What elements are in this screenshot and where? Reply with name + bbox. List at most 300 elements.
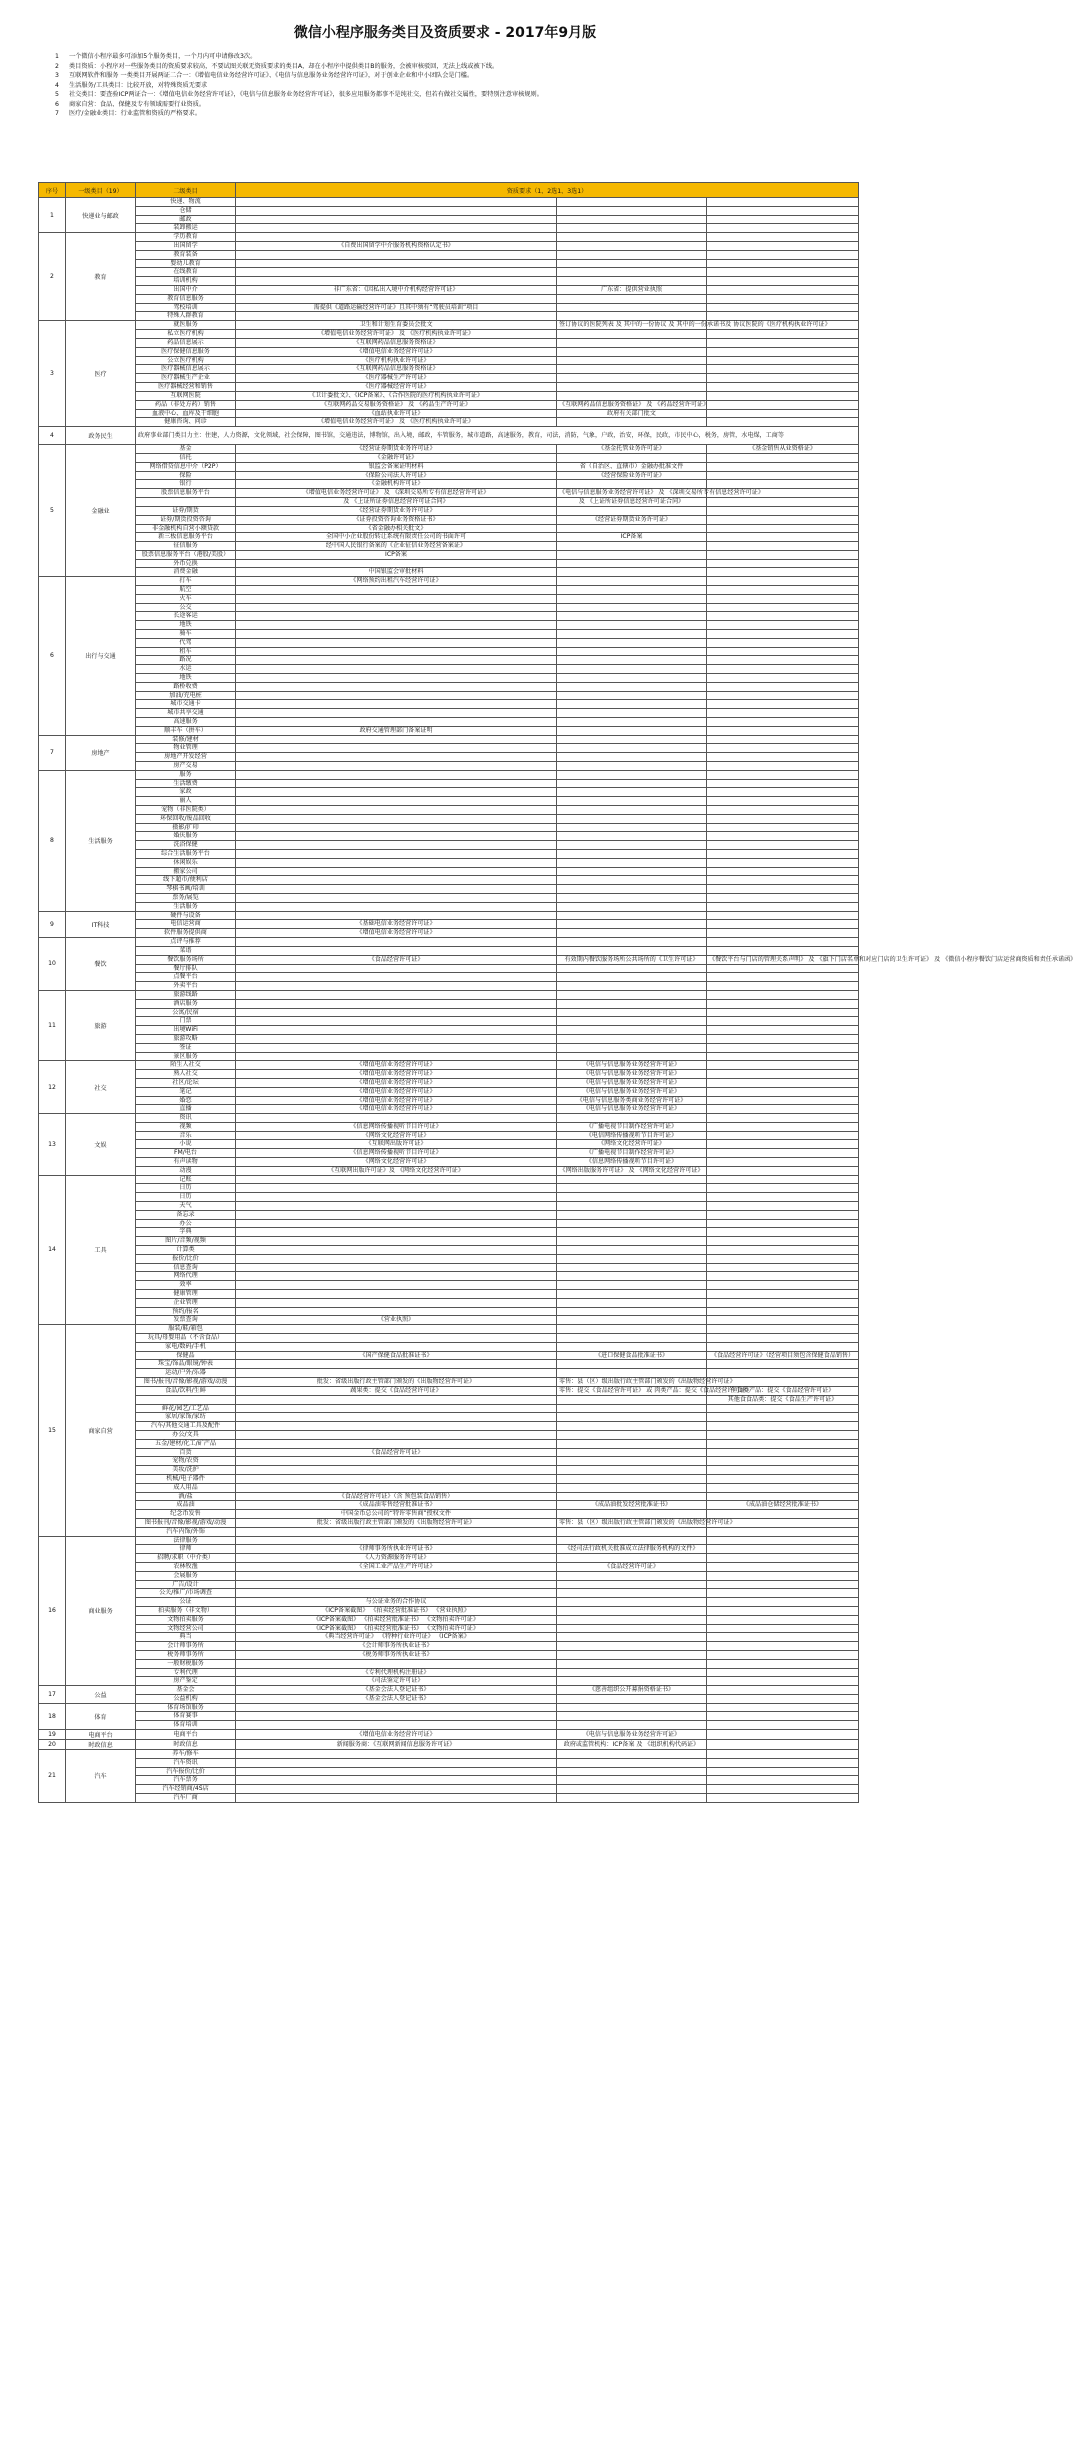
table-row [39, 330, 859, 339]
requirement-cell: 《证券投资咨询业务资格证书》 [236, 515, 557, 524]
requirement-cell [557, 1052, 707, 1061]
table-row [39, 224, 859, 233]
category-number: 3 [39, 321, 66, 427]
requirement-cell [557, 937, 707, 946]
table-row [39, 1413, 859, 1422]
note-item [55, 71, 855, 81]
subcategory-name: 就医服务 [136, 321, 236, 330]
requirement-cell [236, 832, 557, 841]
requirement-cell: 《保险公司法人许可证》 [236, 471, 557, 480]
subcategory-name: 机械/电子器件 [136, 1474, 236, 1483]
requirement-cell [707, 1263, 859, 1272]
requirement-cell: 《广播电视节目制作经营许可证》 [557, 1149, 707, 1158]
requirement-cell: 《ICP备案截图》 《拍卖经营批准证书》 《文物拍卖许可证》 [236, 1615, 557, 1624]
requirement-cell [707, 400, 859, 409]
requirement-cell [557, 382, 707, 391]
requirement-cell [557, 621, 707, 630]
requirement-cell [707, 990, 859, 999]
requirement-cell [557, 814, 707, 823]
requirement-cell [707, 726, 859, 735]
category-name: 快递业与邮政 [66, 198, 136, 233]
requirement-cell [707, 1694, 859, 1703]
requirement-cell [236, 586, 557, 595]
requirement-cell [557, 1430, 707, 1439]
table-row [39, 400, 859, 409]
requirement-cell [557, 1210, 707, 1219]
subcategory-name: 摄影/扩印 [136, 823, 236, 832]
requirement-cell: 《广播电视节目制作经营许可证》 [557, 1122, 707, 1131]
requirement-cell: 《食品经营许可证》 [236, 1448, 557, 1457]
requirement-cell [236, 1776, 557, 1785]
requirement-cell [707, 453, 859, 462]
requirement-cell: 《增值电信业务经营许可证》 [236, 929, 557, 938]
subcategory-name: 软件服务提供商 [136, 929, 236, 938]
subcategory-name: 公证 [136, 1598, 236, 1607]
requirement-cell [707, 462, 859, 471]
requirement-cell [557, 1536, 707, 1545]
requirement-cell [707, 814, 859, 823]
requirement-cell [557, 1642, 707, 1651]
subcategory-name: 字典 [136, 1228, 236, 1237]
requirement-cell [707, 471, 859, 480]
subcategory-name: 办公 [136, 1219, 236, 1228]
requirement-cell [557, 779, 707, 788]
requirement-cell [707, 1342, 859, 1351]
requirement-cell [557, 277, 707, 286]
requirement-cell [236, 814, 557, 823]
subcategory-name: 房产鉴定 [136, 1677, 236, 1686]
requirement-cell [707, 365, 859, 374]
subcategory-name: 长途客运 [136, 612, 236, 621]
subcategory-name: 电信运营商 [136, 920, 236, 929]
category-number: 4 [39, 427, 66, 445]
subcategory-name: 成人用品 [136, 1483, 236, 1492]
subcategory-name: 有声读物 [136, 1158, 236, 1167]
requirement-cell [236, 1430, 557, 1439]
subcategory-name: 药品（非处方药）销售 [136, 400, 236, 409]
requirement-cell [236, 294, 557, 303]
requirement-cell [707, 330, 859, 339]
table-row [39, 1061, 859, 1070]
requirement-cell: 《增值电信业务经营许可证》 及 《医疗机构执业许可证》 [236, 330, 557, 339]
requirement-cell [557, 233, 707, 242]
requirement-cell [707, 594, 859, 603]
subcategory-name: 出国留学 [136, 241, 236, 250]
requirement-cell [707, 1536, 859, 1545]
table-row [39, 259, 859, 268]
table-row [39, 1448, 859, 1457]
requirement-cell: 《金融机构许可证》 [236, 480, 557, 489]
requirement-cell [707, 586, 859, 595]
requirement-cell [236, 1360, 557, 1369]
requirement-cell: 《电信与信息服务业务经营许可证》 及 《深圳交易所专有信息经营许可证》 [557, 489, 707, 498]
requirement-cell [557, 506, 707, 515]
subcategory-name: 外卖平台 [136, 982, 236, 991]
table-row [39, 206, 859, 215]
requirement-cell [557, 215, 707, 224]
table-row [39, 1008, 859, 1017]
requirement-cell [557, 259, 707, 268]
table-row [39, 1307, 859, 1316]
requirement-cell [236, 312, 557, 321]
subcategory-name: 路况 [136, 656, 236, 665]
requirement-cell [707, 1439, 859, 1448]
requirement-cell [707, 638, 859, 647]
table-row [39, 427, 859, 445]
requirement-cell [557, 542, 707, 551]
requirement-cell: 《税务师事务所执业证书》 [236, 1650, 557, 1659]
table-row [39, 312, 859, 321]
requirement-cell [707, 268, 859, 277]
requirement-cell [707, 1246, 859, 1255]
requirement-cell [707, 506, 859, 515]
requirement-cell [557, 964, 707, 973]
subcategory-name: 健康管理 [136, 1290, 236, 1299]
subcategory-name: 地铁 [136, 621, 236, 630]
subcategory-name: 旅游攻略 [136, 1034, 236, 1043]
requirement-cell [557, 832, 707, 841]
requirement-cell [707, 1017, 859, 1026]
header-cat2: 二级类目 [136, 183, 236, 198]
requirement-cell [707, 964, 859, 973]
subcategory-name: 房地产开发经营 [136, 753, 236, 762]
requirement-cell [557, 982, 707, 991]
requirement-cell [557, 1237, 707, 1246]
requirement-cell: 《基金销售从业资格证》 [707, 445, 859, 454]
requirement-cell [707, 885, 859, 894]
requirement-cell [707, 1571, 859, 1580]
table-row [39, 586, 859, 595]
requirement-cell: 批发：省级出版行政主管部门颁发的《出版物经营许可证》 [236, 1518, 557, 1527]
requirement-cell [557, 990, 707, 999]
subcategory-name: 丽人 [136, 797, 236, 806]
subcategory-name: 网络借贷信息中介（P2P） [136, 462, 236, 471]
table-row [39, 1070, 859, 1079]
requirement-cell [707, 303, 859, 312]
category-name: 旅游 [66, 990, 136, 1060]
requirement-cell [707, 198, 859, 207]
requirement-cell [236, 788, 557, 797]
category-name: IT科技 [66, 911, 136, 937]
requirement-cell [557, 876, 707, 885]
subcategory-name: 水运 [136, 665, 236, 674]
requirement-cell [557, 1794, 707, 1803]
requirement-cell [557, 1395, 707, 1404]
subcategory-name: 证券/期货 [136, 506, 236, 515]
subcategory-name: 火车 [136, 594, 236, 603]
requirement-cell [557, 1316, 707, 1325]
subcategory-name: 打车 [136, 577, 236, 586]
requirement-cell [236, 1404, 557, 1413]
requirement-cell [236, 1237, 557, 1246]
requirement-cell: 《金融许可证》 [236, 453, 557, 462]
requirement-cell [707, 1114, 859, 1123]
requirement-cell [236, 224, 557, 233]
requirement-cell: 《增值电信业务经营许可证》 [236, 1096, 557, 1105]
subcategory-name: 备忘录 [136, 1210, 236, 1219]
table-row [39, 1510, 859, 1519]
subcategory-name: 汽车票务 [136, 1776, 236, 1785]
requirement-cell: 《网络文化经营许可证》 [236, 1131, 557, 1140]
requirement-cell [557, 356, 707, 365]
table-row [39, 285, 859, 294]
subcategory-name: 教育装备 [136, 250, 236, 259]
category-number: 9 [39, 911, 66, 937]
requirement-cell [557, 268, 707, 277]
requirement-cell [707, 533, 859, 542]
table-row [39, 1219, 859, 1228]
requirement-cell: 《互联网药品信息服务资格证》 [236, 365, 557, 374]
requirement-cell [707, 1290, 859, 1299]
table-row [39, 1439, 859, 1448]
requirement-cell [236, 1750, 557, 1759]
table-row [39, 1281, 859, 1290]
requirement-cell [236, 1246, 557, 1255]
table-row [39, 1369, 859, 1378]
table-row [39, 515, 859, 524]
requirement-cell [557, 1750, 707, 1759]
subcategory-name: 律师 [136, 1545, 236, 1554]
requirement-cell [557, 726, 707, 735]
table-row [39, 1740, 859, 1750]
subcategory-name: 门票 [136, 1017, 236, 1026]
requirement-cell [557, 1598, 707, 1607]
requirement-cell [707, 665, 859, 674]
table-row [39, 1246, 859, 1255]
requirement-cell [707, 1307, 859, 1316]
page-title: 微信小程序服务类目及资质要求 - 2017年9月版 [293, 25, 597, 41]
requirement-cell [707, 682, 859, 691]
requirement-cell [707, 1281, 859, 1290]
note-item [55, 90, 855, 100]
table-row [39, 1149, 859, 1158]
requirement-cell [557, 1527, 707, 1536]
requirement-cell: 《电信与信息服务业务经营许可证》 [557, 1078, 707, 1087]
requirement-cell [557, 1492, 707, 1501]
requirement-cell [707, 374, 859, 383]
subcategory-name: 时政信息 [136, 1740, 236, 1750]
table-row [39, 215, 859, 224]
requirement-cell [707, 356, 859, 365]
subcategory-name: 非金融机构自营小额贷款 [136, 524, 236, 533]
table-row [39, 1254, 859, 1263]
table-row [39, 321, 859, 330]
requirement-cell [707, 1794, 859, 1803]
requirement-cell [236, 867, 557, 876]
table-row [39, 1175, 859, 1184]
subcategory-name: 日历 [136, 1184, 236, 1193]
requirement-cell [557, 1721, 707, 1730]
requirement-cell [557, 1114, 707, 1123]
requirement-cell [707, 1668, 859, 1677]
requirement-cell [707, 347, 859, 356]
requirement-cell [236, 1571, 557, 1580]
requirement-cell [707, 285, 859, 294]
requirement-cell [557, 1228, 707, 1237]
subcategory-name: 硬件与设备 [136, 911, 236, 920]
requirement-cell [236, 215, 557, 224]
requirement-cell [707, 1175, 859, 1184]
subcategory-name: 鲜花/园艺/工艺品 [136, 1404, 236, 1413]
table-row [39, 1316, 859, 1325]
requirement-cell [707, 418, 859, 427]
subcategory-name: 骑车 [136, 630, 236, 639]
requirement-cell [707, 691, 859, 700]
subcategory-name: 法律服务 [136, 1536, 236, 1545]
requirement-cell [707, 206, 859, 215]
requirement-cell: 《信息网络传播视听节目许可证》 [557, 1158, 707, 1167]
subcategory-name: 餐饮服务场所 [136, 955, 236, 964]
table-row [39, 1184, 859, 1193]
requirement-cell [707, 946, 859, 955]
table-row [39, 1457, 859, 1466]
requirement-cell [707, 1219, 859, 1228]
table-row [39, 594, 859, 603]
requirement-cell: 《互联网出版许可证》 [236, 1140, 557, 1149]
subcategory-name: 线下超市/便利店 [136, 876, 236, 885]
requirement-cell [707, 1193, 859, 1202]
subcategory-name: 典当 [136, 1633, 236, 1642]
table-row [39, 1750, 859, 1759]
category-number: 10 [39, 937, 66, 990]
requirement-cell: 《基金会法人登记证书》 [236, 1686, 557, 1695]
requirement-cell [557, 665, 707, 674]
category-name: 餐饮 [66, 937, 136, 990]
requirement-cell [557, 1785, 707, 1794]
subcategory-name: 体育培训 [136, 1721, 236, 1730]
requirement-cell [707, 709, 859, 718]
requirement-cell [557, 1404, 707, 1413]
requirement-cell [557, 206, 707, 215]
requirement-cell: 全国中小企业股份转让系统有限责任公司的书面许可 [236, 533, 557, 542]
category-number: 13 [39, 1114, 66, 1176]
requirement-cell: 《互联网药品信息服务资格证》 [236, 338, 557, 347]
requirement-cell [707, 1131, 859, 1140]
subcategory-name: 培训机构 [136, 277, 236, 286]
requirement-cell: 政府有关部门批文 [557, 409, 707, 418]
table-row [39, 294, 859, 303]
requirement-cell: 《进口保健食品批准证书》 [557, 1351, 707, 1360]
requirement-cell [236, 779, 557, 788]
requirement-cell [557, 1422, 707, 1431]
requirement-cell [236, 1758, 557, 1767]
requirement-cell [707, 1457, 859, 1466]
subcategory-name: 在线教育 [136, 268, 236, 277]
table-row [39, 1633, 859, 1642]
requirement-cell: 《基金托管业务许可证》 [557, 445, 707, 454]
requirement-cell [557, 1281, 707, 1290]
subcategory-name: 加油/充电桩 [136, 691, 236, 700]
subcategory-name: 基金 [136, 445, 236, 454]
requirement-cell: 《全国工业产品生产许可证》 [236, 1562, 557, 1571]
requirement-cell: 《司法鉴定许可证》 [236, 1677, 557, 1686]
requirement-cell: 《食品经营许可证》 [557, 1562, 707, 1571]
table-row [39, 937, 859, 946]
requirement-cell [557, 480, 707, 489]
table-row [39, 277, 859, 286]
subcategory-name: 医疗保健信息服务 [136, 347, 236, 356]
requirement-cell [236, 1272, 557, 1281]
table-row [39, 374, 859, 383]
subcategory-name: 一般财税服务 [136, 1659, 236, 1668]
subcategory-name: 血液中心、血库及干细胞 [136, 409, 236, 418]
requirement-cell [557, 1219, 707, 1228]
requirement-cell [557, 1034, 707, 1043]
table-row [39, 1686, 859, 1695]
requirement-cell [707, 480, 859, 489]
requirement-cell: 及 《上证所证券信息经营许可证合同》 [557, 498, 707, 507]
subcategory-name: 纪念币发售 [136, 1510, 236, 1519]
table-row [39, 577, 859, 586]
requirement-cell [236, 1219, 557, 1228]
requirement-cell [707, 674, 859, 683]
requirement-cell [707, 233, 859, 242]
requirement-cell: 有效期内餐饮服务场所公共场所的《卫生许可证》 [557, 955, 707, 964]
table-row [39, 462, 859, 471]
requirement-cell [707, 1166, 859, 1175]
requirement-cell [707, 1078, 859, 1087]
requirement-cell [236, 744, 557, 753]
note-item [55, 52, 855, 62]
requirement-cell [557, 630, 707, 639]
subcategory-name: 外币兑换 [136, 559, 236, 568]
note-item [55, 100, 855, 110]
requirement-cell [236, 603, 557, 612]
requirement-cell [557, 330, 707, 339]
note-number: 4 [55, 81, 59, 89]
subcategory-name: 路桥收费 [136, 682, 236, 691]
category-name: 教育 [66, 233, 136, 321]
subcategory-name: 天气 [136, 1202, 236, 1211]
subcategory-name: 快递、物流 [136, 198, 236, 207]
requirement-cell [557, 1589, 707, 1598]
table-row [39, 471, 859, 480]
requirement-cell [236, 1439, 557, 1448]
subcategory-name: 招聘/求职（中介类） [136, 1554, 236, 1563]
requirement-cell [707, 647, 859, 656]
requirement-cell [236, 1767, 557, 1776]
requirement-cell [707, 1237, 859, 1246]
requirement-cell [236, 1325, 557, 1334]
table-row [39, 946, 859, 955]
table-row [39, 1659, 859, 1668]
requirement-cell [707, 700, 859, 709]
requirement-cell [236, 1175, 557, 1184]
table-row [39, 1501, 859, 1510]
table-row [39, 973, 859, 982]
table-row [39, 1721, 859, 1730]
subcategory-name: 家电/数码/手机 [136, 1342, 236, 1351]
subcategory-name: 公关/推广/市场调查 [136, 1589, 236, 1598]
table-row [39, 797, 859, 806]
requirement-cell [557, 391, 707, 400]
requirement-cell [707, 1158, 859, 1167]
requirement-cell [236, 1794, 557, 1803]
note-text: 医疗/金融业类目：行业监管和资质的严格要求。 [69, 110, 202, 117]
subcategory-name: 农林牧渔 [136, 1562, 236, 1571]
requirement-cell [707, 338, 859, 347]
subcategory-name: 健康咨询、问诊 [136, 418, 236, 427]
requirement-cell [557, 718, 707, 727]
requirement-cell [707, 744, 859, 753]
requirement-cell: 《专利代理机构注册证》 [236, 1668, 557, 1677]
header-cat1: 一级类目（19） [66, 183, 136, 198]
table-row [39, 445, 859, 454]
subcategory-name: FM/电台 [136, 1149, 236, 1158]
requirement-cell [557, 885, 707, 894]
table-row [39, 876, 859, 885]
table-row [39, 718, 859, 727]
